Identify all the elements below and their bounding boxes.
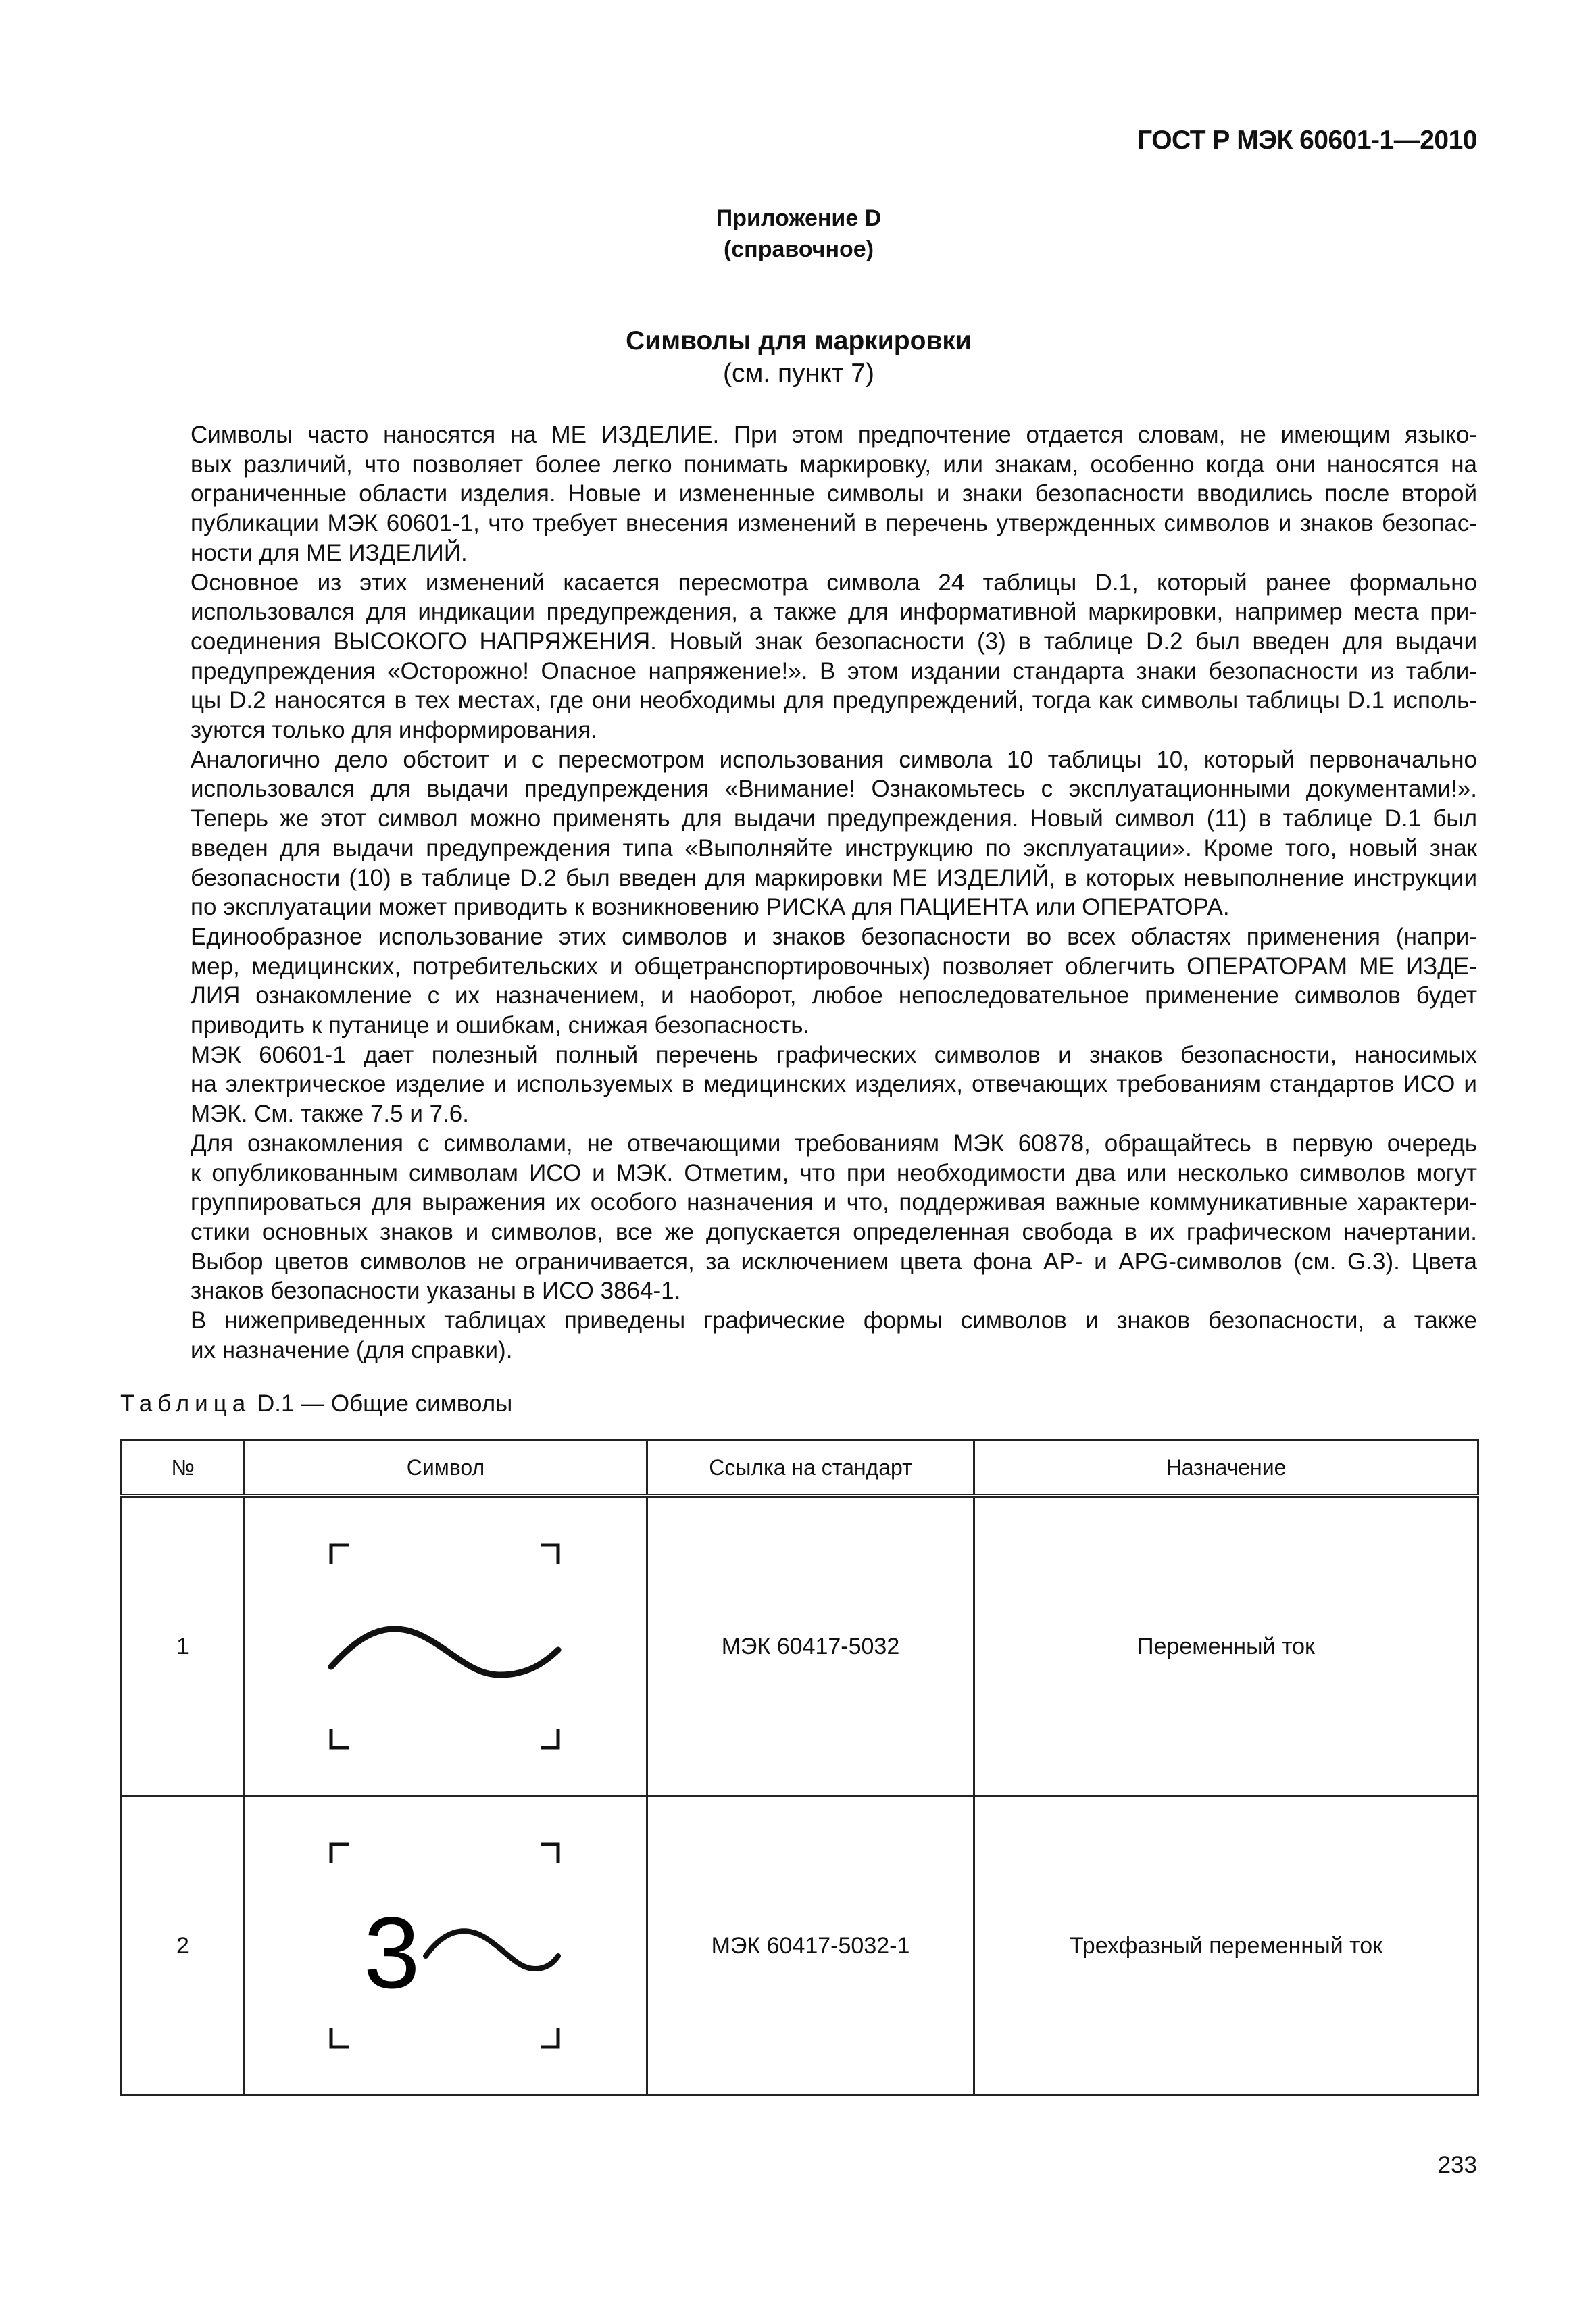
paragraph-line: цы D.2 наносятся в тех местах, где они необходимы для предупреждений, тогда как символы таблицы D.1 исполь-: [191, 687, 1477, 714]
row-reference: МЭК 60417-5032: [647, 1496, 974, 1796]
paragraph-line: Теперь же этот символ можно применять для выдачи предупреждения. Новый символ (11) в таблице D.1 был: [191, 805, 1477, 832]
paragraph-line: МЭК. См. также 7.5 и 7.6.: [191, 1101, 469, 1128]
annex-label: Приложение D: [716, 205, 882, 231]
paragraph-line: приводить к путанице и ошибкам, снижая безопасность.: [191, 1012, 810, 1039]
body-paragraph: [120, 745, 1477, 922]
paragraph-line: зуются только для информирования.: [191, 717, 598, 744]
paragraph-line: ЛИЯ ознакомление с их назначением, и наоборот, любое непоследовательное применение символов будет: [191, 982, 1477, 1009]
body-paragraph: [120, 1040, 1477, 1129]
paragraph-line: публикации МЭК 60601-1, что требует внесения изменений в перечень утвержденных символов и знаков безопас-: [191, 510, 1477, 537]
page-number: 233: [1437, 2152, 1477, 2178]
paragraph-line: использовался для индикации предупреждения, а также для информативной маркировки, например места при-: [191, 599, 1477, 626]
paragraph-line: вых различий, что позволяет более легко понимать маркировку, или знакам, особенно когда они наносятся на: [191, 451, 1477, 478]
row-reference: МЭК 60417-5032-1: [647, 1796, 974, 2096]
phase-count: 3: [363, 1896, 420, 2009]
paragraph-line: мер, медицинских, потребительских и общетранспортировочных) позволяет облегчить ОПЕРАТОРАМ МЕ ИЗДЕ-: [191, 953, 1477, 980]
header-number: №: [122, 1440, 245, 1496]
paragraph-line: Аналогично дело обстоит и с пересмотром использования символа 10 таблицы 10, который первоначально: [191, 746, 1477, 773]
paragraph-line: к опубликованным символам ИСО и МЭК. Отметим, что при необходимости два или несколько символов могут: [191, 1159, 1477, 1186]
paragraph-line: введен для выдачи предупреждения типа «Выполняйте инструкцию по эксплуатации». Кроме того, новый знак: [191, 834, 1477, 861]
symbol-cell: [245, 1496, 647, 1796]
row-number: 1: [122, 1496, 245, 1796]
table-header-row: [122, 1440, 1478, 1496]
paragraph-line: соединения ВЫСОКОГО НАПРЯЖЕНИЯ. Новый знак безопасности (3) в таблице D.2 был введен для выдачи: [191, 628, 1477, 655]
table-row: [122, 1796, 1478, 2096]
paragraph-line: В нижеприведенных таблицах приведены графические формы символов и знаков безопасности, а также: [191, 1307, 1477, 1334]
body-paragraph: [120, 420, 1477, 568]
body-paragraph: [120, 922, 1477, 1040]
body-text: [120, 420, 1477, 1365]
paragraph-line: ности для МЕ ИЗДЕЛИЙ.: [191, 539, 468, 566]
row-purpose: Переменный ток: [974, 1496, 1478, 1796]
table-caption: [120, 1390, 512, 1417]
alternating-current-icon: [311, 1518, 581, 1775]
paragraph-line: их назначение (для справки).: [191, 1336, 513, 1363]
header-reference: Ссылка на стандарт: [647, 1440, 974, 1496]
body-paragraph: [120, 1306, 1477, 1365]
paragraph-line: Символы часто наносятся на МЕ ИЗДЕЛИЕ. При этом предпочтение отдается словам, не имеющим языко-: [191, 422, 1477, 448]
paragraph-line: ограниченные области изделия. Новые и измененные символы и знаки безопасности вводились после второй: [191, 480, 1477, 507]
table-row: [122, 1496, 1478, 1796]
paragraph-line: Единообразное использование этих символов и знаков безопасности во всех областях применения (напри-: [191, 923, 1477, 950]
paragraph-line: группироваться для выражения их особого назначения и что, поддерживая важные коммуникативные характери-: [191, 1189, 1477, 1216]
symbol-cell: [245, 1796, 647, 2096]
paragraph-line: безопасности (10) в таблице D.2 был введен для маркировки МЕ ИЗДЕЛИЙ, в которых невыполнение инструкции: [191, 864, 1477, 891]
standard-designation: ГОСТ Р МЭК 60601-1—2010: [1137, 126, 1477, 155]
paragraph-line: Для ознакомления с символами, не отвечающими требованиям МЭК 60878, обращайтесь в первую очередь: [191, 1130, 1477, 1157]
section-reference: (см. пункт 7): [722, 359, 874, 388]
paragraph-line: знаков безопасности указаны в ИСО 3864-1.: [191, 1278, 681, 1305]
section-title: Символы для маркировки: [626, 326, 972, 355]
paragraph-line: на электрическое изделие и используемых в медицинских изделиях, отвечающих требованиям стандартов ИСО и: [191, 1071, 1477, 1098]
body-paragraph: [120, 568, 1477, 745]
header-purpose: Назначение: [974, 1440, 1478, 1496]
row-number: 2: [122, 1796, 245, 2096]
annex-heading: [120, 203, 1477, 265]
paragraph-line: Выбор цветов символов не ограничивается, за исключением цвета фона AP- и APG-символов (см. G.3). Цвета: [191, 1248, 1477, 1275]
symbols-table: [120, 1439, 1479, 2096]
three-phase-alternating-current-icon: [311, 1817, 581, 2074]
paragraph-line: по эксплуатации может приводить к возникновению РИСКА для ПАЦИЕНТА или ОПЕРАТОРА.: [191, 894, 1230, 921]
paragraph-line: Основное из этих изменений касается пересмотра символа 24 таблицы D.1, который ранее формально: [191, 569, 1477, 596]
table-caption-label: Таблица: [120, 1390, 251, 1417]
annex-status: (справочное): [723, 236, 874, 262]
table-caption-title: D.1 — Общие символы: [251, 1390, 513, 1417]
header-symbol: Символ: [245, 1440, 647, 1496]
paragraph-line: использовался для выдачи предупреждения «Внимание! Ознакомьтесь с эксплуатационными документами!».: [191, 776, 1477, 803]
row-purpose: Трехфазный переменный ток: [974, 1796, 1478, 2096]
paragraph-line: стики основных знаков и символов, все же допускается определенная свобода в их графическом начертании.: [191, 1218, 1477, 1245]
paragraph-line: предупреждения «Осторожно! Опасное напряжение!». В этом издании стандарта знаки безопасности из табли-: [191, 657, 1477, 684]
paragraph-line: МЭК 60601-1 дает полезный полный перечень графических символов и знаков безопасности, наносимых: [191, 1041, 1477, 1068]
body-paragraph: [120, 1129, 1477, 1306]
